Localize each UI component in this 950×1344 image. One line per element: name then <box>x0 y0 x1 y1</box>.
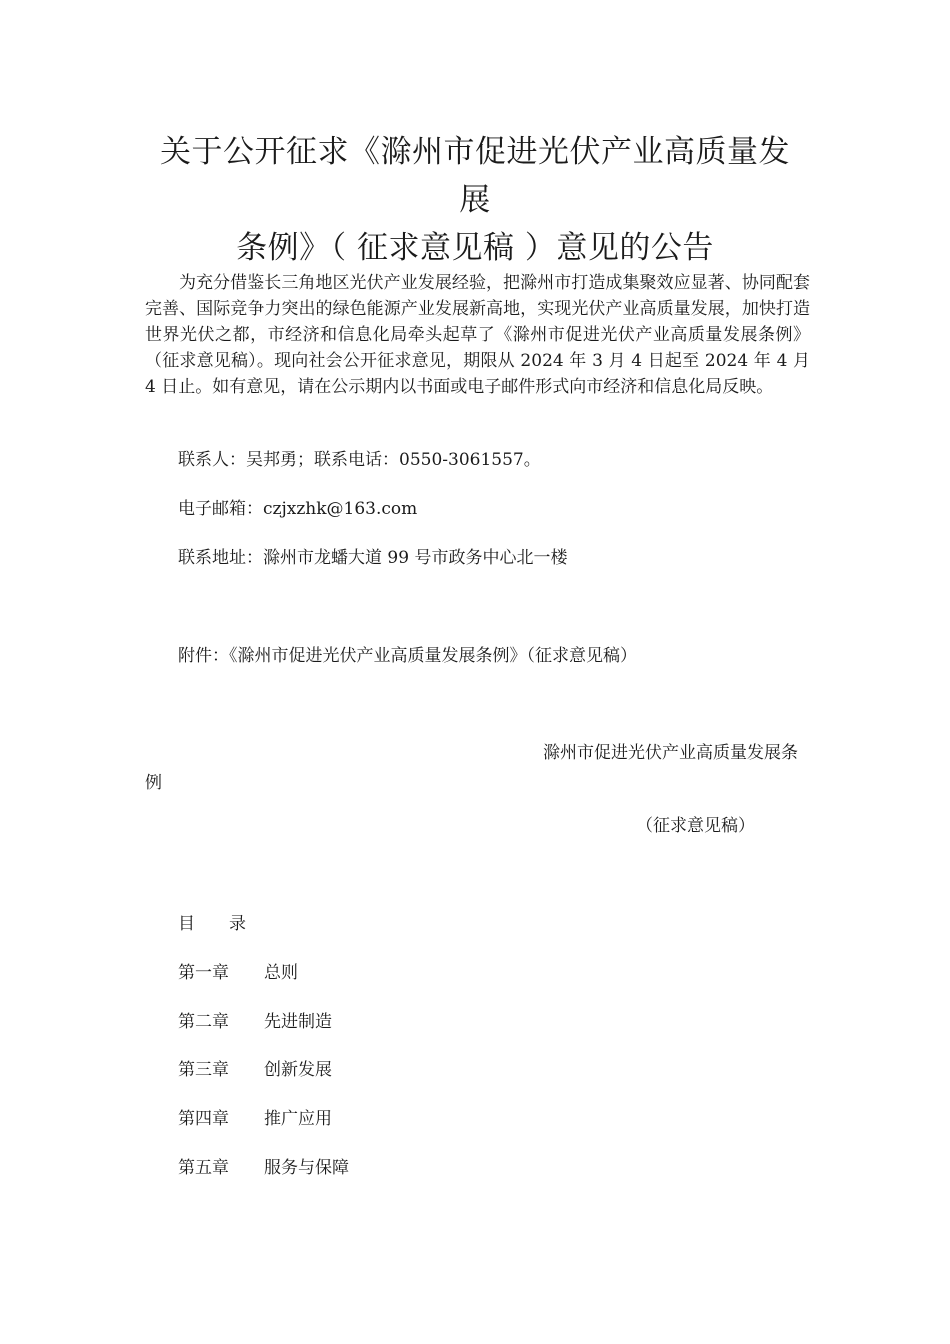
document-title <box>145 128 805 272</box>
toc-title: 创新发展 <box>264 1060 332 1080</box>
title-line-2: 条例》（ 征求意见稿 ）意见的公告 <box>236 230 714 266</box>
title-line-1: 关于公开征求《滁州市促进光伏产业高质量发展 <box>160 134 790 218</box>
toc-title: 先进制造 <box>264 1012 332 1032</box>
toc-item <box>178 1106 332 1132</box>
toc-item <box>178 1155 349 1181</box>
intro-paragraph: 为充分借鉴长三角地区光伏产业发展经验，把滁州市打造成集聚效应显著、协同配套完善、国际竞争力突出的绿色能源产业发展新高地，实现光伏产业高质量发展，加快打造世界光伏之都，市经济和信息化局牵头起草了《滁州市促进光伏产业高质量发展条例》（征求意见稿）。现向社会公开征求意见，期限从 2024 年 3 月 4 日起至 2024 年 4 月 4 日止。如有意见，请在公示期内以书面或电子邮件形式向市经济和信息化局反映。 <box>145 273 810 397</box>
toc-chapter: 第四章 <box>178 1109 229 1129</box>
toc-item <box>178 960 298 986</box>
toc-heading: 目 录 <box>178 914 246 934</box>
contact-person-line: 联系人：吴邦勇；联系电话：0550-3061557。 <box>178 450 541 470</box>
attachment-line: 附件：《滁州市促进光伏产业高质量发展条例》（征求意见稿） <box>178 646 637 666</box>
toc-title: 服务与保障 <box>264 1158 349 1178</box>
toc-chapter: 第五章 <box>178 1158 229 1178</box>
toc-chapter: 第二章 <box>178 1012 229 1032</box>
contact-email-line: 电子邮箱：czjxzhk@163.com <box>178 499 418 519</box>
toc-chapter: 第一章 <box>178 963 229 983</box>
regulation-name: 滁州市促进光伏产业高质量发展条例 <box>145 743 798 793</box>
toc-title: 推广应用 <box>264 1109 332 1129</box>
draft-note: （征求意见稿） <box>636 816 755 836</box>
toc-chapter: 第三章 <box>178 1060 229 1080</box>
contact-address-line: 联系地址：滁州市龙蟠大道 99 号市政务中心北一楼 <box>178 548 568 568</box>
toc-title: 总则 <box>264 963 298 983</box>
toc-item <box>178 1009 332 1035</box>
toc-item <box>178 1057 332 1083</box>
